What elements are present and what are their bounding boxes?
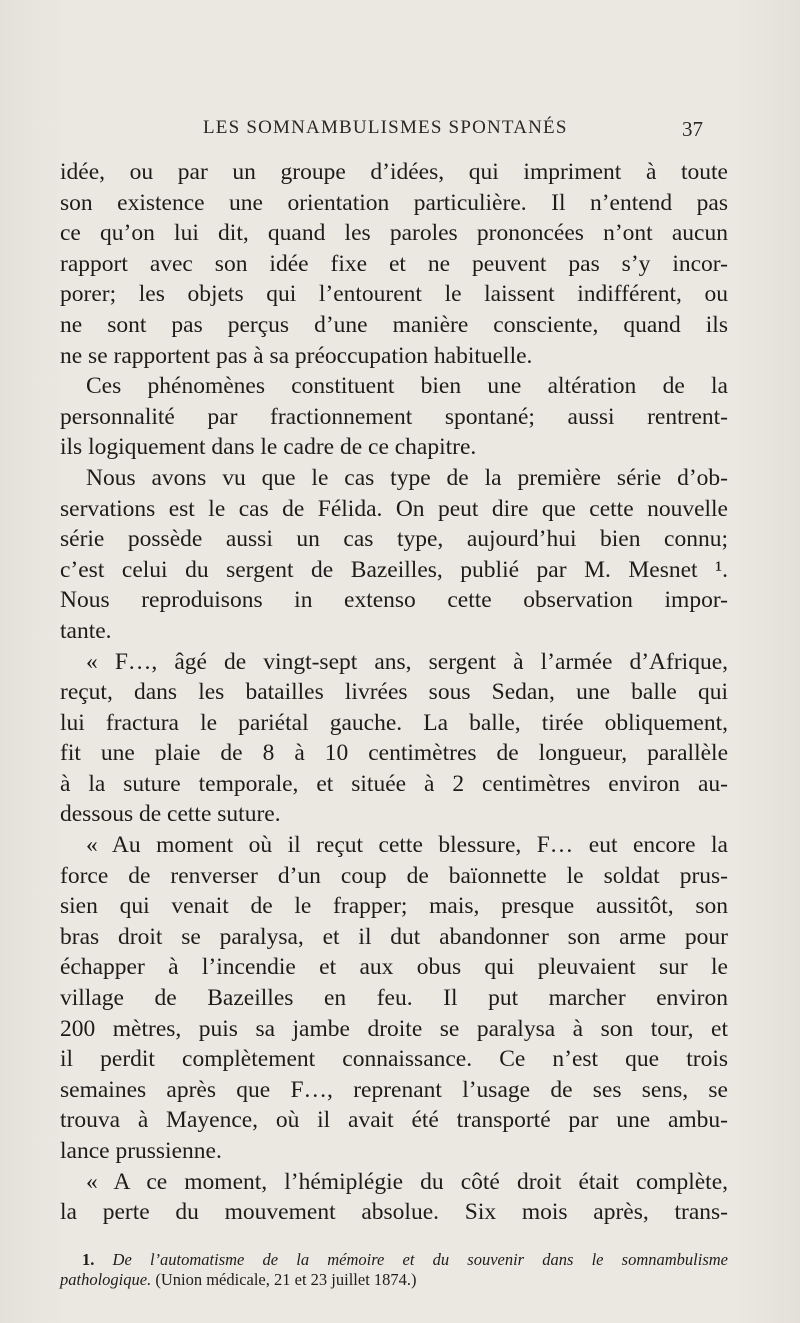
text-line: tante. [60,617,112,644]
text-line: porer; les objets qui l’entourent le laissent indifférent, ou [60,281,728,308]
footnote-source: (Union médicale, 21 et 23 juillet 1874.) [155,1270,417,1289]
text-line: échapper à l’incendie et aux obus qui pleuvaient sur le [60,954,728,981]
text-line: Nous reproduisons in extenso cette observation impor- [60,587,728,614]
footnote-title-continued: pathologique. [60,1270,152,1289]
text-line: personnalité par fractionnement spontané; aussi rentrent- [60,403,728,430]
text-line: 200 mètres, puis sa jambe droite se paralysa à son tour, et [60,1015,728,1042]
text-line: ce qu’on lui dit, quand les paroles prononcées n’ont aucun [60,220,728,247]
text-line: lance prussienne. [60,1138,222,1164]
paragraph-first-line: « A ce moment, l’hémiplégie du côté droit était complète, [86,1168,728,1195]
text-line: idée, ou par un groupe d’idées, qui impriment à toute [60,159,728,185]
text-line: sien qui venait de le frapper; mais, presque aussitôt, son [60,893,728,920]
running-title: LES SOMNAMBULISMES SPONTANÉS [203,117,568,138]
text-line: bras droit se paralysa, et il dut abandonner son arme pour [60,923,728,950]
text-line: à la suture temporale, et située à 2 centimètres environ au- [60,770,728,797]
text-line: fit une plaie de 8 à 10 centimètres de longueur, parallèle [60,740,728,767]
body-text [60,157,728,1228]
text-line: ne se rapportent pas à sa préoccupation habituelle. [60,342,533,369]
footnote-second-line [60,1270,728,1290]
text-line: ils logiquement dans le cadre de ce chapitre. [60,434,477,461]
text-line: village de Bazeilles en feu. Il put marcher environ [60,985,728,1012]
text-line: reçut, dans les batailles livrées sous Sedan, une balle qui [60,679,728,706]
text-line: servations est le cas de Félida. On peut dire que cette nouvelle [60,495,728,522]
text-line: rapport avec son idée fixe et ne peuvent pas s’y incor- [60,250,728,277]
footnote-title: De l’automatisme de la mémoire et du souvenir dans le somnambulisme [112,1250,728,1269]
text-line: série possède aussi un cas type, aujourd’hui bien connu; [60,526,728,553]
running-head [0,117,800,147]
page-number: 37 [682,117,703,141]
text-line: semaines après que F…, reprenant l’usage de ses sens, se [60,1076,728,1103]
text-line: c’est celui du sergent de Bazeilles, publié par M. Mesnet ¹. [60,556,728,583]
text-line: il perdit complètement connaissance. Ce n’est que trois [60,1046,728,1073]
footnote [60,1250,728,1290]
paragraph-first-line: « Au moment où il reçut cette blessure, F… eut encore la [86,832,728,859]
paragraph-first-line: Ces phénomènes constituent bien une altération de la [86,373,728,400]
footnote-number: 1. [82,1250,95,1269]
text-line: trouva à Mayence, où il avait été transporté par une ambu- [60,1107,728,1134]
paragraph-first-line: Nous avons vu que le cas type de la première série d’ob- [86,464,728,491]
text-line: force de renverser d’un coup de baïonnette le soldat prus- [60,862,728,889]
text-line: la perte du mouvement absolue. Six mois après, trans- [60,1199,728,1226]
paragraph-first-line: « F…, âgé de vingt-sept ans, sergent à l’armée d’Afrique, [86,648,728,675]
text-line: lui fractura le pariétal gauche. La balle, tirée obliquement, [60,709,728,736]
footnote-first-line [60,1250,728,1270]
text-line: dessous de cette suture. [60,801,281,828]
text-line: ne sont pas perçus d’une manière consciente, quand ils [60,311,728,338]
text-line: son existence une orientation particulière. Il n’entend pas [60,189,728,216]
